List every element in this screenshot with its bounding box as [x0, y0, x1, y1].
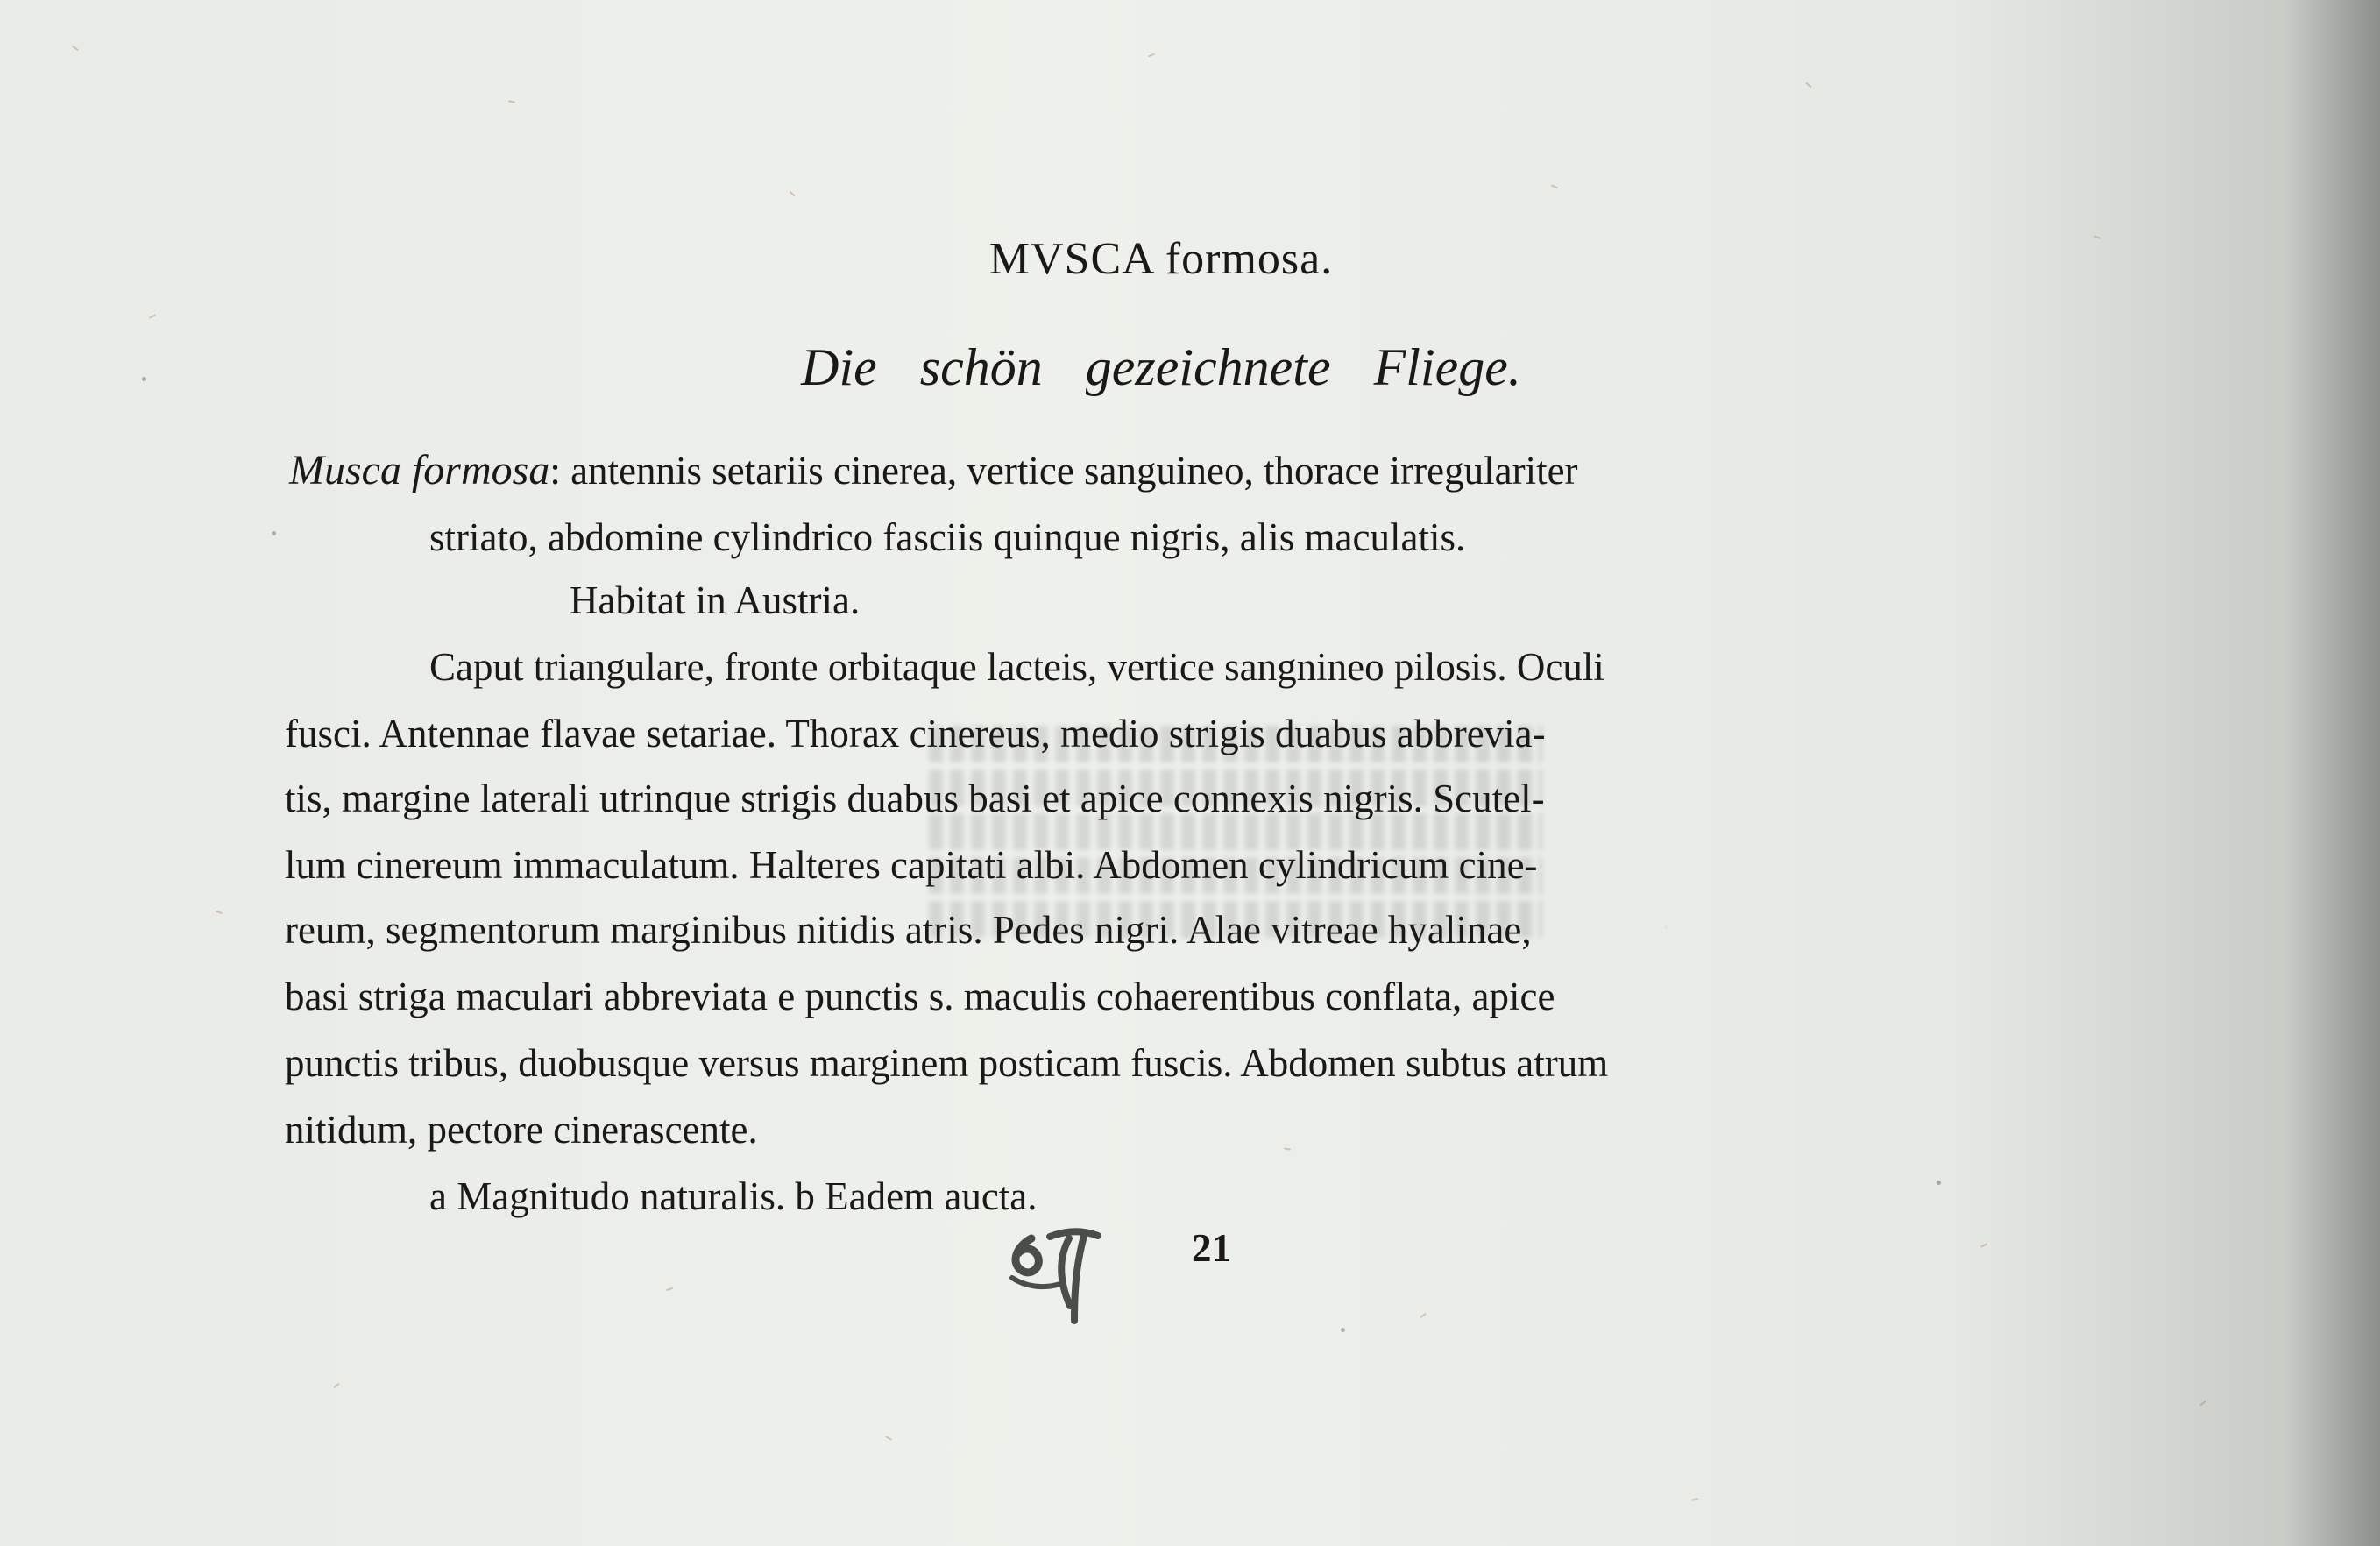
figure-caption-line: a Magnitudo naturalis. b Eadem aucta.	[429, 1174, 1038, 1218]
description-line-4: Caput triangulare, fronte orbitaque lacteis, vertice sangnineo pilosis. Oculi	[429, 645, 1604, 689]
description-line-1-text: : antennis setariis cinerea, vertice sanguineo, thorace irregulariter	[549, 449, 1578, 493]
title-rest: formosa.	[1165, 234, 1334, 284]
description-line-10: punctis tribus, duobusque versus marginem posticam fuscis. Abdomen subtus atrum	[285, 1041, 1609, 1085]
description-line-6: tis, margine laterali utrinque strigis duabus basi et apice connexis nigris. Scutel-	[285, 777, 1545, 820]
description-line-11: nitidum, pectore cinerascente.	[285, 1108, 758, 1152]
species-lemma: Musca formosa	[289, 447, 550, 493]
description-line-1	[289, 447, 1578, 494]
description-line-7: lum cinereum immaculatum. Halteres capitati albi. Abdomen cylindricum cine-	[285, 843, 1538, 887]
description-line-5: fusci. Antennae flavae setariae. Thorax cinereus, medio strigis duabus abbrevia-	[285, 712, 1546, 755]
description-line-8: reum, segmentorum marginibus nitidis atris. Pedes nigri. Alae vitreae hyalinae,	[285, 908, 1532, 952]
page-number: 21	[1192, 1226, 1231, 1270]
title-main: MVSCA	[988, 234, 1153, 284]
page-title	[0, 233, 2322, 285]
description-line-9: basi striga maculari abbreviata e punctis s. maculis cohaerentibus conflata, apice	[285, 975, 1555, 1018]
habitat-line: Habitat in Austria.	[570, 578, 861, 622]
german-title: Die schön gezeichnete Fliege.	[801, 338, 1521, 396]
description-line-2: striato, abdomine cylindrico fasciis quinque nigris, alis maculatis.	[429, 515, 1466, 559]
